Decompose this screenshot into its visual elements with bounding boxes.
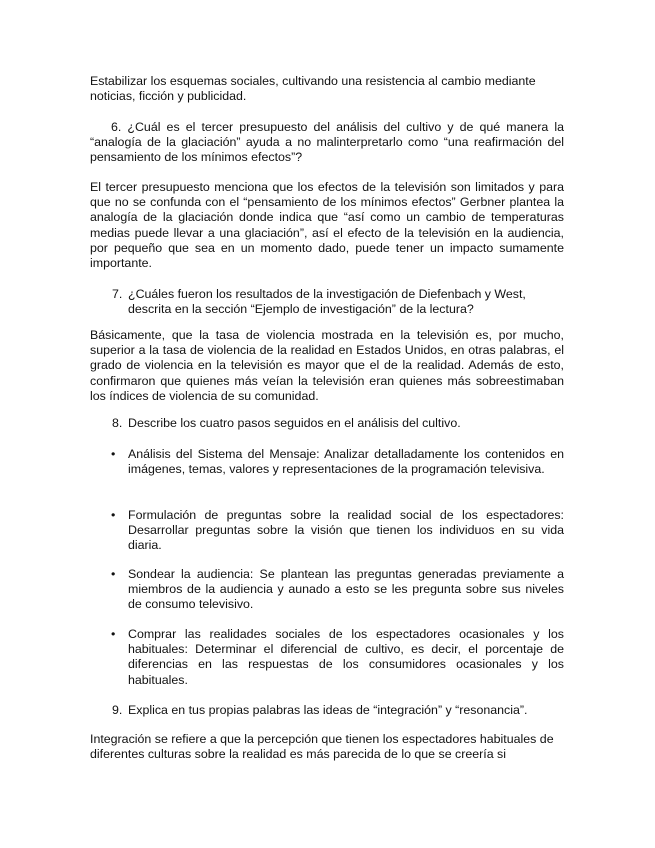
- question-7-number: 7.: [112, 287, 123, 301]
- question-8-number: 8.: [112, 416, 123, 430]
- question-7-text: ¿Cuáles fueron los resultados de la investigación de Diefenbach y West, descrita en la sección “Ejemplo de investigación” de la lectura?: [128, 287, 526, 317]
- question-8-text: Describe los cuatro pasos seguidos en el análisis del cultivo.: [128, 416, 461, 430]
- bullet-icon: •: [111, 567, 116, 581]
- paragraph-intro: Estabilizar los esquemas sociales, cultivando una resistencia al cambio mediante noticias, ficción y publicidad.: [90, 74, 536, 104]
- list-item-text: Formulación de preguntas sobre la realidad social de los espectadores: Desarrollar preguntas sobre la visión que tienen los individuos en su vida diaria.: [128, 508, 564, 553]
- list-item-text: Análisis del Sistema del Mensaje: Analizar detalladamente los contenidos en imágenes, temas, valores y representaciones de la programación televisiva.: [128, 447, 564, 477]
- list-item-text: Sondear la audiencia: Se plantean las preguntas generadas previamente a miembros de la audiencia y aunado a esto se les pregunta sobre sus niveles de consumo televisivo.: [128, 567, 564, 612]
- question-6: 6. ¿Cuál es el tercer presupuesto del análisis del cultivo y de qué manera la “analogía de la glaciación” ayuda a no malinterpretarlo como “una reafirmación del pensamiento de los mínimos efectos”?: [90, 120, 564, 165]
- bullet-icon: •: [111, 447, 116, 461]
- answer-9: Integración se refiere a que la percepción que tienen los espectadores habituales de diferentes culturas sobre la realidad es más parecida de lo que se creería si: [90, 732, 554, 762]
- bullet-icon: •: [111, 508, 116, 522]
- answer-6: El tercer presupuesto menciona que los efectos de la televisión son limitados y para que no se confunda con el “pensamiento de los mínimos efectos” Gerbner plantea la analogía de la glaciación donde indica que “así como un cambio de temperaturas medias puede llevar a una glaciación”, así el efecto de la televisión en la audiencia, por pequeño que sea en un momento dado, puede tener un impacto sumamente importante.: [90, 180, 564, 271]
- question-9-number: 9.: [112, 703, 123, 717]
- bullet-icon: •: [111, 627, 116, 641]
- question-9-text: Explica en tus propias palabras las ideas de “integración” y “resonancia”.: [128, 703, 528, 717]
- answer-7: Básicamente, que la tasa de violencia mostrada en la televisión es, por mucho, superior a la tasa de violencia de la realidad en Estados Unidos, en otras palabras, el grado de violencia en la televisión es mayor que el de la realidad. Además de esto, confirmaron que quienes más veían la televisión eran quienes más sobreestimaban los índices de violencia de su comunidad.: [90, 328, 564, 403]
- list-item-text: Comprar las realidades sociales de los espectadores ocasionales y los habituales: Determinar el diferencial de cultivo, es decir, el porcentaje de diferencias en las respuestas de los consumidores ocasionales y los habituales.: [128, 627, 564, 687]
